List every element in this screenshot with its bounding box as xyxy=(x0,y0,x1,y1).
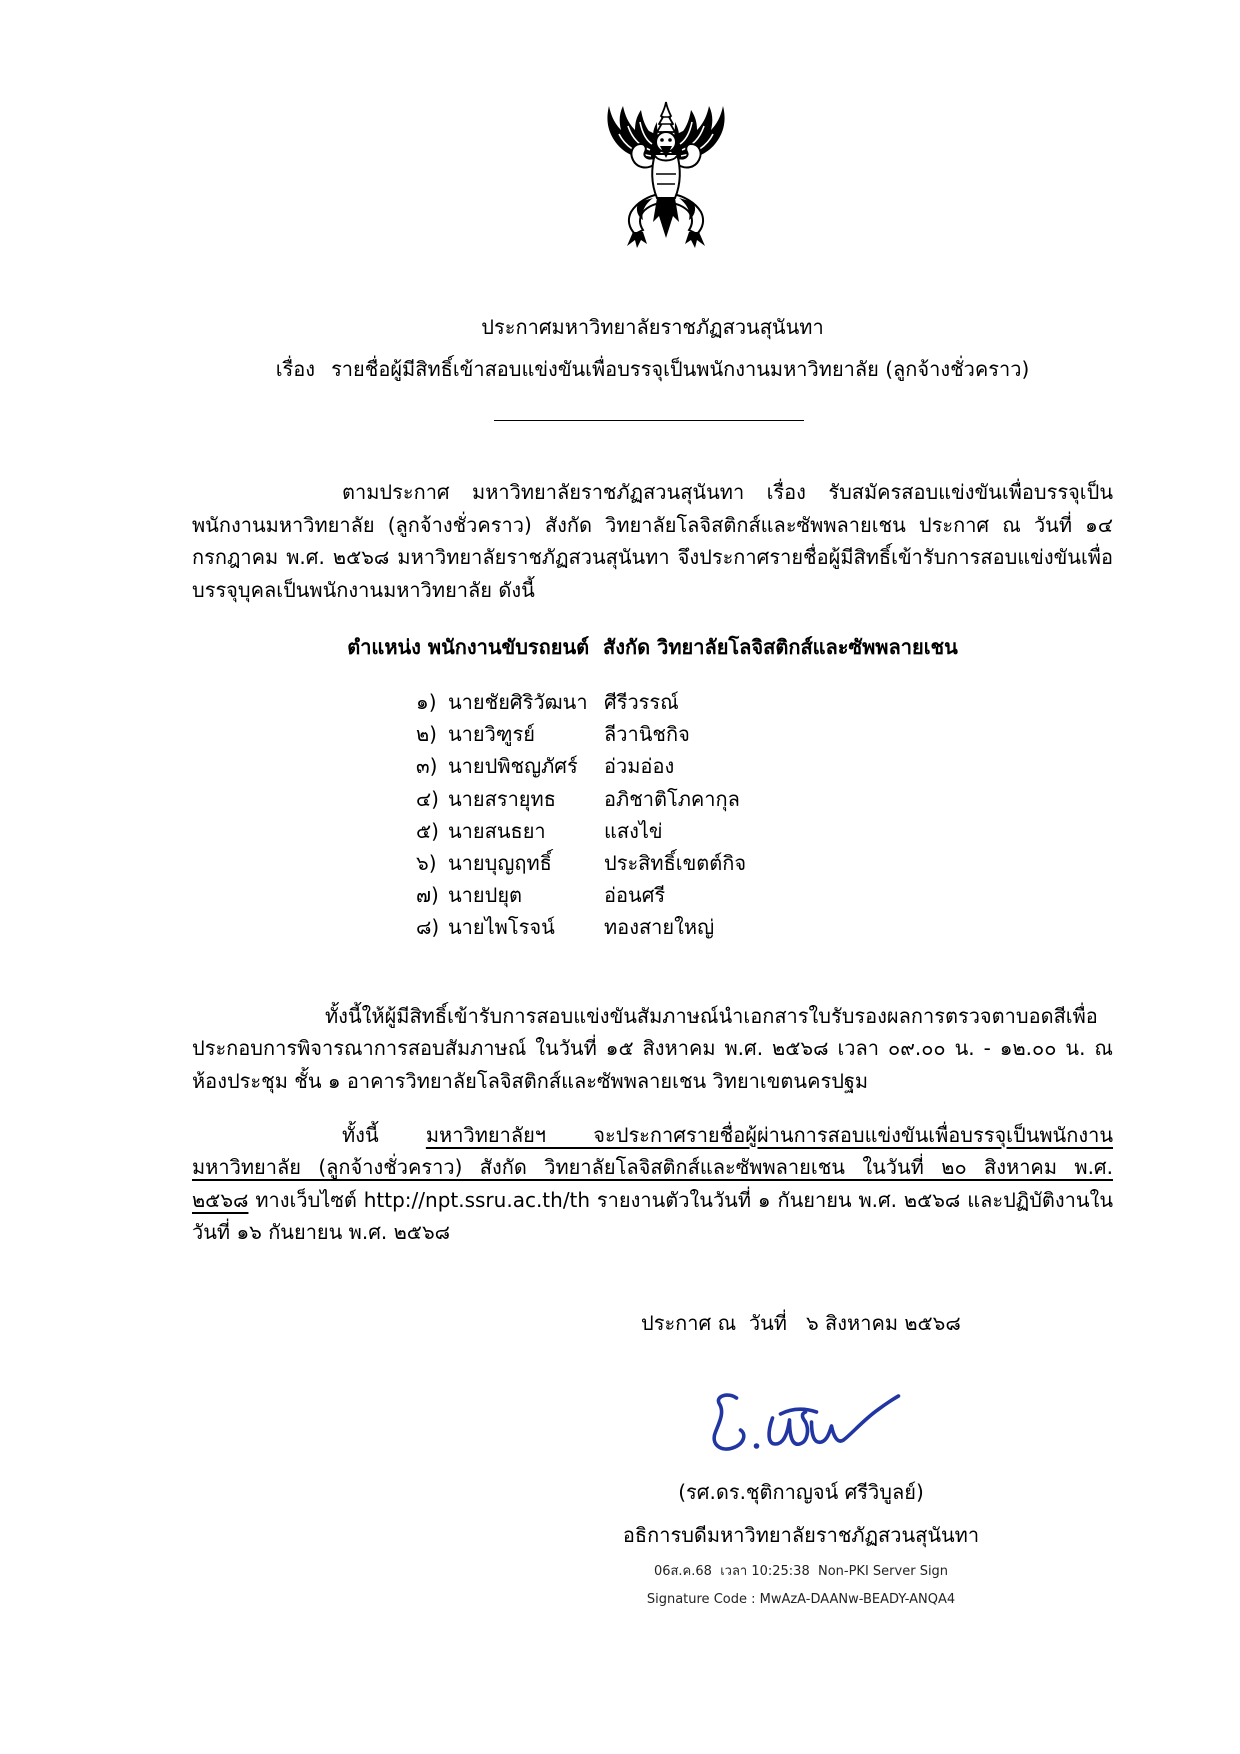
paragraph-line: วันที่ ๑๖ กันยายน พ.ศ. ๒๕๖๘ xyxy=(192,1220,451,1245)
results-paragraph xyxy=(192,1119,1113,1249)
paragraph-line xyxy=(192,1151,1113,1184)
paragraph-line: ตามประกาศ มหาวิทยาลัยราชภัฏสวนสุนันทา เรื่อง รับสมัครสอบแข่งขันเพื่อบรรจุเป็น xyxy=(342,480,1113,504)
intro-paragraph xyxy=(192,476,1113,606)
candidate-last-name: ลีวานิชกิจ xyxy=(604,722,690,747)
garuda-emblem-icon xyxy=(593,100,739,252)
candidate-first-name: นายชัยศิริวัฒนา xyxy=(448,690,588,714)
candidate-number: ๗) xyxy=(416,883,439,908)
handwritten-signature xyxy=(700,1388,901,1455)
candidate-row xyxy=(416,750,1113,782)
candidate-first-name: นายไพโรจน์ xyxy=(448,915,555,940)
subject-label: เรื่อง xyxy=(275,357,316,381)
paragraph-line: พนักงานมหาวิทยาลัย (ลูกจ้างชั่วคราว) สังกัด วิทยาลัยโลจิสติกส์และซัพพลายเชน ประกาศ ณ วันที่ ๑๔ xyxy=(192,512,1113,537)
candidate-last-name: อ่วมอ่อง xyxy=(604,754,675,779)
underlined-text: มหาวิทยาลัยฯ จะประกาศรายชื่อผู้ผ่านการสอบแข่งขันเพื่อบรรจุเป็นพนักงาน xyxy=(425,1122,1114,1147)
candidate-row xyxy=(416,911,1113,943)
e-signature-timestamp: 06ส.ค.68 เวลา 10:25:38 Non-PKI Server Sign xyxy=(653,1563,949,1579)
candidate-number: ๑) xyxy=(416,690,437,714)
candidate-last-name: ทองสายใหญ่ xyxy=(604,915,715,940)
candidate-number: ๓) xyxy=(416,754,438,779)
paragraph-line xyxy=(192,1119,1113,1152)
candidate-first-name: นายสนธยา xyxy=(448,818,546,843)
candidate-last-name: แสงไข่ xyxy=(604,818,663,843)
candidate-first-name: นายปยุต xyxy=(448,883,523,908)
signatory-title: อธิการบดีมหาวิทยาลัยราชภัฏสวนสุนันทา xyxy=(622,1522,980,1547)
paragraph-line: บรรจุบุคลเป็นพนักงานมหาวิทยาลัย ดังนี้ xyxy=(192,577,535,602)
candidate-number: ๖) xyxy=(416,851,437,876)
separator-line xyxy=(494,420,804,421)
announcement-date: ประกาศ ณ วันที่ ๖ สิงหาคม ๒๕๖๘ xyxy=(641,1310,961,1335)
candidate-list xyxy=(192,686,1113,944)
results-lead-text: ทั้งนี้ xyxy=(342,1122,379,1147)
candidate-row xyxy=(416,718,1113,750)
candidate-last-name: อภิชาติโภคากุล xyxy=(604,786,740,811)
signatory-name: (รศ.ดร.ชุติกาญจน์ ศรีวิบูลย์) xyxy=(678,1479,924,1504)
paragraph-line: กรกฎาคม พ.ศ. ๒๕๖๘ มหาวิทยาลัยราชภัฏสวนสุนันทา จึงประกาศรายชื่อผู้มีสิทธิ์เข้ารับการสอบแข่งขันเพื่อ xyxy=(192,545,1113,569)
paragraph-line: ประกอบการพิจารณาการสอบสัมภาษณ์ ในวันที่ ๑๕ สิงหาคม พ.ศ. ๒๕๖๘ เวลา ๐๙.๐๐ น. - ๑๒.๐๐ น. ณ xyxy=(192,1036,1113,1061)
candidate-number: ๒) xyxy=(416,722,437,747)
candidate-number: ๔) xyxy=(416,786,439,811)
candidate-last-name: ศีรีวรรณ์ xyxy=(604,690,679,714)
candidate-first-name: นายสรายุทธ xyxy=(448,786,556,811)
paragraph-line: ห้องประชุม ชั้น ๑ อาคารวิทยาลัยโลจิสติกส์และซัพพลายเชน วิทยาเขตนครปฐม xyxy=(192,1068,869,1093)
interview-paragraph xyxy=(192,1000,1113,1098)
underlined-text: มหาวิทยาลัย (ลูกจ้างชั่วคราว) สังกัด วิทยาลัยโลจิสติกส์และซัพพลายเชน ในวันที่ ๒๐ สิงหาคม พ.ศ. xyxy=(192,1155,1113,1180)
document-body xyxy=(192,0,1113,1610)
candidate-first-name: นายปพิชญภัศร์ xyxy=(448,754,578,779)
subject-text: รายชื่อผู้มีสิทธิ์เข้าสอบแข่งขันเพื่อบรรจุเป็นพนักงานมหาวิทยาลัย (ลูกจ้างชั่วคราว) xyxy=(331,357,1030,381)
underlined-text: ๒๕๖๘ xyxy=(192,1187,249,1212)
announcement-title: ประกาศมหาวิทยาลัยราชภัฏสวนสุนันทา xyxy=(481,315,824,339)
position-heading: ตำแหน่ง พนักงานขับรถยนต์ สังกัด วิทยาลัยโลจิสติกส์และซัพพลายเชน xyxy=(347,634,958,659)
candidate-row xyxy=(416,815,1113,847)
candidate-row xyxy=(416,686,1113,718)
candidate-last-name: อ่อนศรี xyxy=(604,883,666,908)
candidate-row xyxy=(416,879,1113,911)
candidate-last-name: ประสิทธิ์เขตต์กิจ xyxy=(604,851,747,876)
candidate-row xyxy=(416,783,1113,815)
candidate-first-name: นายวิฑูรย์ xyxy=(448,722,535,747)
candidate-row xyxy=(416,847,1113,879)
paragraph-line: ทั้งนี้ให้ผู้มีสิทธิ์เข้ารับการสอบแข่งขันสัมภาษณ์นำเอกสารใบรับรองผลการตรวจตาบอดสีเพื่อ xyxy=(325,1003,1098,1028)
candidate-number: ๘) xyxy=(416,915,440,940)
paragraph-line xyxy=(192,1184,1113,1217)
e-signature-code: Signature Code : MwAzA-DAANw-BEADY-ANQA4 xyxy=(646,1591,956,1607)
candidate-number: ๕) xyxy=(416,818,439,843)
results-website-text: ทางเว็บไซต์ http://npt.ssru.ac.th/th รายงานตัวในวันที่ ๑ กันยายน พ.ศ. ๒๕๖๘ และปฏิบัติงานใน xyxy=(255,1187,1114,1212)
announcement-subject xyxy=(192,353,1113,385)
candidate-first-name: นายบุญฤทธิ์ xyxy=(448,851,552,876)
